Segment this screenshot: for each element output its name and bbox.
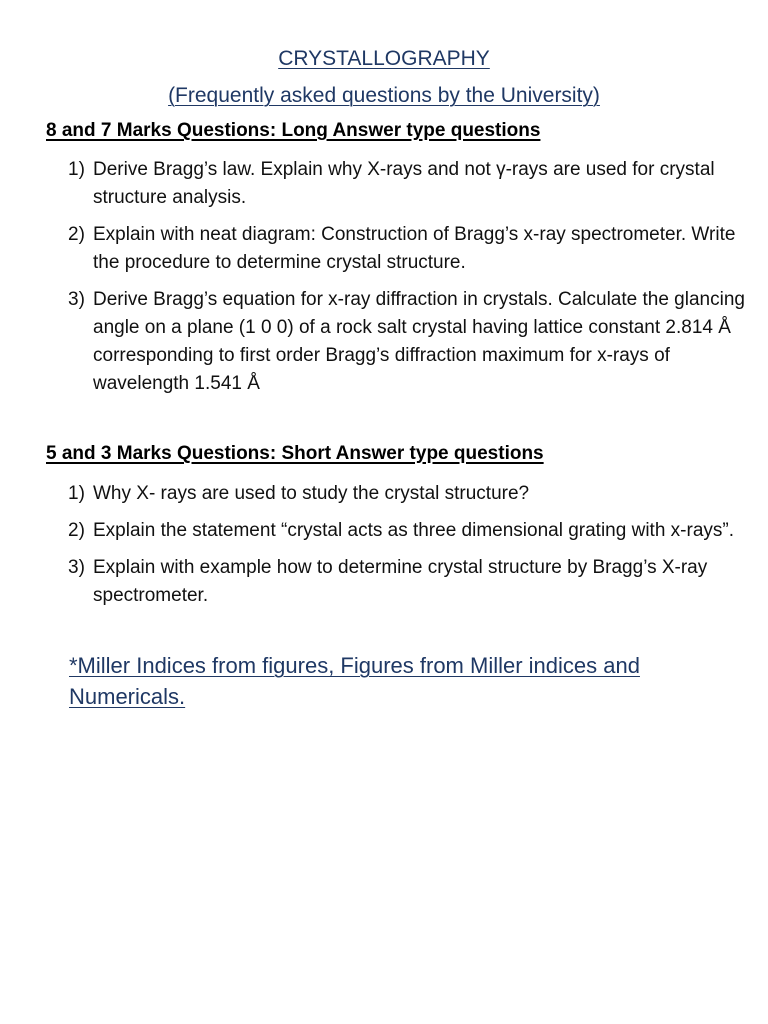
question-text: Why X- rays are used to study the crystal structure?: [93, 483, 530, 504]
list-item: [68, 156, 748, 212]
question-number: 2): [68, 520, 85, 541]
page-subtitle: (Frequently asked questions by the University): [168, 84, 600, 107]
short-answer-heading: 5 and 3 Marks Questions: Short Answer type questions: [46, 443, 544, 464]
question-number: 3): [68, 289, 85, 310]
question-text: Explain the statement “crystal acts as three dimensional grating with x-rays”.: [93, 520, 734, 541]
question-number: 3): [68, 557, 85, 578]
long-answer-heading: 8 and 7 Marks Questions: Long Answer type questions: [46, 120, 541, 141]
question-text: Explain with neat diagram: Construction of Bragg’s x-ray spectrometer. Write the procedure to determine crystal structure.: [93, 224, 736, 273]
long-answer-list: [68, 156, 748, 407]
short-answer-list: [68, 480, 748, 619]
question-number: 2): [68, 224, 85, 245]
question-text: Explain with example how to determine crystal structure by Bragg’s X-ray spectrometer.: [93, 557, 708, 606]
question-number: 1): [68, 159, 85, 180]
question-text: Derive Bragg’s law. Explain why X-rays and not γ-rays are used for crystal structure analysis.: [93, 159, 715, 208]
page-title: CRYSTALLOGRAPHY: [278, 47, 490, 70]
question-number: 1): [68, 483, 85, 504]
list-item: [68, 221, 748, 277]
question-text: Derive Bragg’s equation for x-ray diffraction in crystals. Calculate the glancing angle on a plane (1 0 0) of a rock salt crystal having lattice constant 2.814 Å corresponding to first order Bragg’s diffraction maximum for x-rays of wavelength 1.541 Å: [93, 289, 745, 394]
footer-note: *Miller Indices from figures, Figures from Miller indices and Numericals.: [69, 653, 640, 709]
list-item: [68, 517, 748, 545]
list-item: [68, 286, 748, 398]
list-item: [68, 480, 748, 508]
list-item: [68, 554, 748, 610]
